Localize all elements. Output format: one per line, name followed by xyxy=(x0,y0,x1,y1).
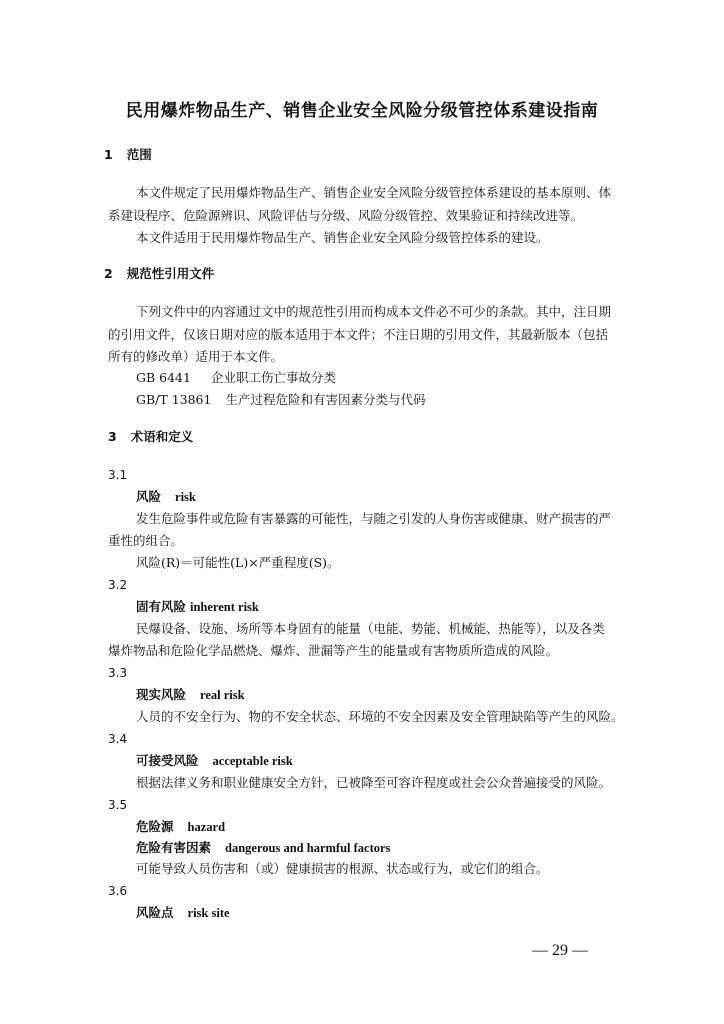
section-title: 术语和定义 xyxy=(130,429,194,444)
term-zh: 现实风险 xyxy=(136,687,187,702)
term-entry xyxy=(136,488,196,506)
definition-line: 根据法律义务和职业健康安全方针，已被降至可容许程度或社会公众普遍接受的风险。 xyxy=(136,775,612,790)
clause-number: 3.3 xyxy=(108,666,128,680)
term-entry xyxy=(136,818,225,836)
term-entry xyxy=(136,752,293,770)
reference-item xyxy=(136,369,336,387)
term-zh: 风险 xyxy=(136,489,162,504)
term-en: dangerous and harmful factors xyxy=(225,841,391,855)
term-zh: 固有风险 xyxy=(136,599,187,614)
term-en: real risk xyxy=(200,688,245,702)
paragraph-line: 本文件适用于民用爆炸物品生产、销售企业安全风险分级管控体系的建设。 xyxy=(136,230,549,245)
section-title: 范围 xyxy=(126,147,152,162)
reference-name: 生产过程危险和有害因素分类与代码 xyxy=(225,392,426,407)
term-en: risk site xyxy=(187,906,230,920)
document-title: 民用爆炸物品生产、销售企业安全风险分级管控体系建设指南 xyxy=(125,101,599,121)
reference-name: 企业职工伤亡事故分类 xyxy=(210,370,336,385)
term-entry xyxy=(136,904,230,922)
paragraph-line: 本文件规定了民用爆炸物品生产、销售企业安全风险分级管控体系建设的基本原则、体 xyxy=(136,185,612,200)
clause-number: 3.5 xyxy=(108,798,128,812)
paragraph-line: 系建设程序、危险源辨识、风险评估与分级、风险分级管控、效果验证和持续改进等。 xyxy=(108,208,584,223)
page-number: — 29 — xyxy=(532,942,588,959)
definition-line: 人员的不安全行为、物的不安全状态、环境的不安全因素及安全管理缺陷等产生的风险。 xyxy=(136,709,624,724)
reference-item xyxy=(136,391,425,409)
term-entry xyxy=(136,598,259,616)
clause-number: 3.1 xyxy=(108,468,128,482)
term-entry xyxy=(136,686,245,704)
definition-line: 爆炸物品和危险化学品燃烧、爆炸、泄漏等产生的能量或有害物质所造成的风险。 xyxy=(108,643,559,658)
section-number: 2 xyxy=(104,266,113,281)
term-en: inherent risk xyxy=(190,600,259,614)
section-number: 3 xyxy=(108,429,117,444)
definition-line: 重性的组合。 xyxy=(108,533,184,548)
section-3-heading xyxy=(108,428,193,446)
term-zh: 危险源 xyxy=(136,819,174,834)
section-1-heading xyxy=(104,146,152,164)
definition-line: 民爆设备、设施、场所等本身固有的能量（电能、势能、机械能、热能等），以及各类 xyxy=(136,621,605,636)
definition-line: 发生危险事件或危险有害暴露的可能性，与随之引发的人身伤害或健康、财产损害的严 xyxy=(136,511,612,526)
term-entry xyxy=(136,839,390,857)
term-en: hazard xyxy=(187,820,226,834)
term-zh: 可接受风险 xyxy=(136,753,199,768)
section-number: 1 xyxy=(104,147,113,162)
term-zh: 危险有害因素 xyxy=(136,840,212,855)
term-en: risk xyxy=(175,490,196,504)
reference-code: GB/T 13861 xyxy=(136,392,212,407)
definition-line: 可能导致人员伤害和（或）健康损害的根源、状态或行为，或它们的组合。 xyxy=(136,861,549,876)
paragraph-line: 下列文件中的内容通过文中的规范性引用而构成本文件必不可少的条款。其中，注日期 xyxy=(136,304,612,319)
clause-number: 3.4 xyxy=(108,732,128,746)
term-zh: 风险点 xyxy=(136,905,174,920)
clause-number: 3.2 xyxy=(108,578,128,592)
paragraph-line: 的引用文件，仅该日期对应的版本适用于本文件；不注日期的引用文件，其最新版本（包括 xyxy=(108,327,609,342)
paragraph-line: 所有的修改单）适用于本文件。 xyxy=(108,349,284,364)
reference-code: GB 6441 xyxy=(136,370,191,385)
formula-line: 风险(R)＝可能性(L)×严重程度(S)。 xyxy=(136,555,340,570)
clause-number: 3.6 xyxy=(108,884,128,898)
term-en: acceptable risk xyxy=(212,754,293,768)
section-2-heading xyxy=(104,265,214,283)
section-title: 规范性引用文件 xyxy=(126,266,215,281)
